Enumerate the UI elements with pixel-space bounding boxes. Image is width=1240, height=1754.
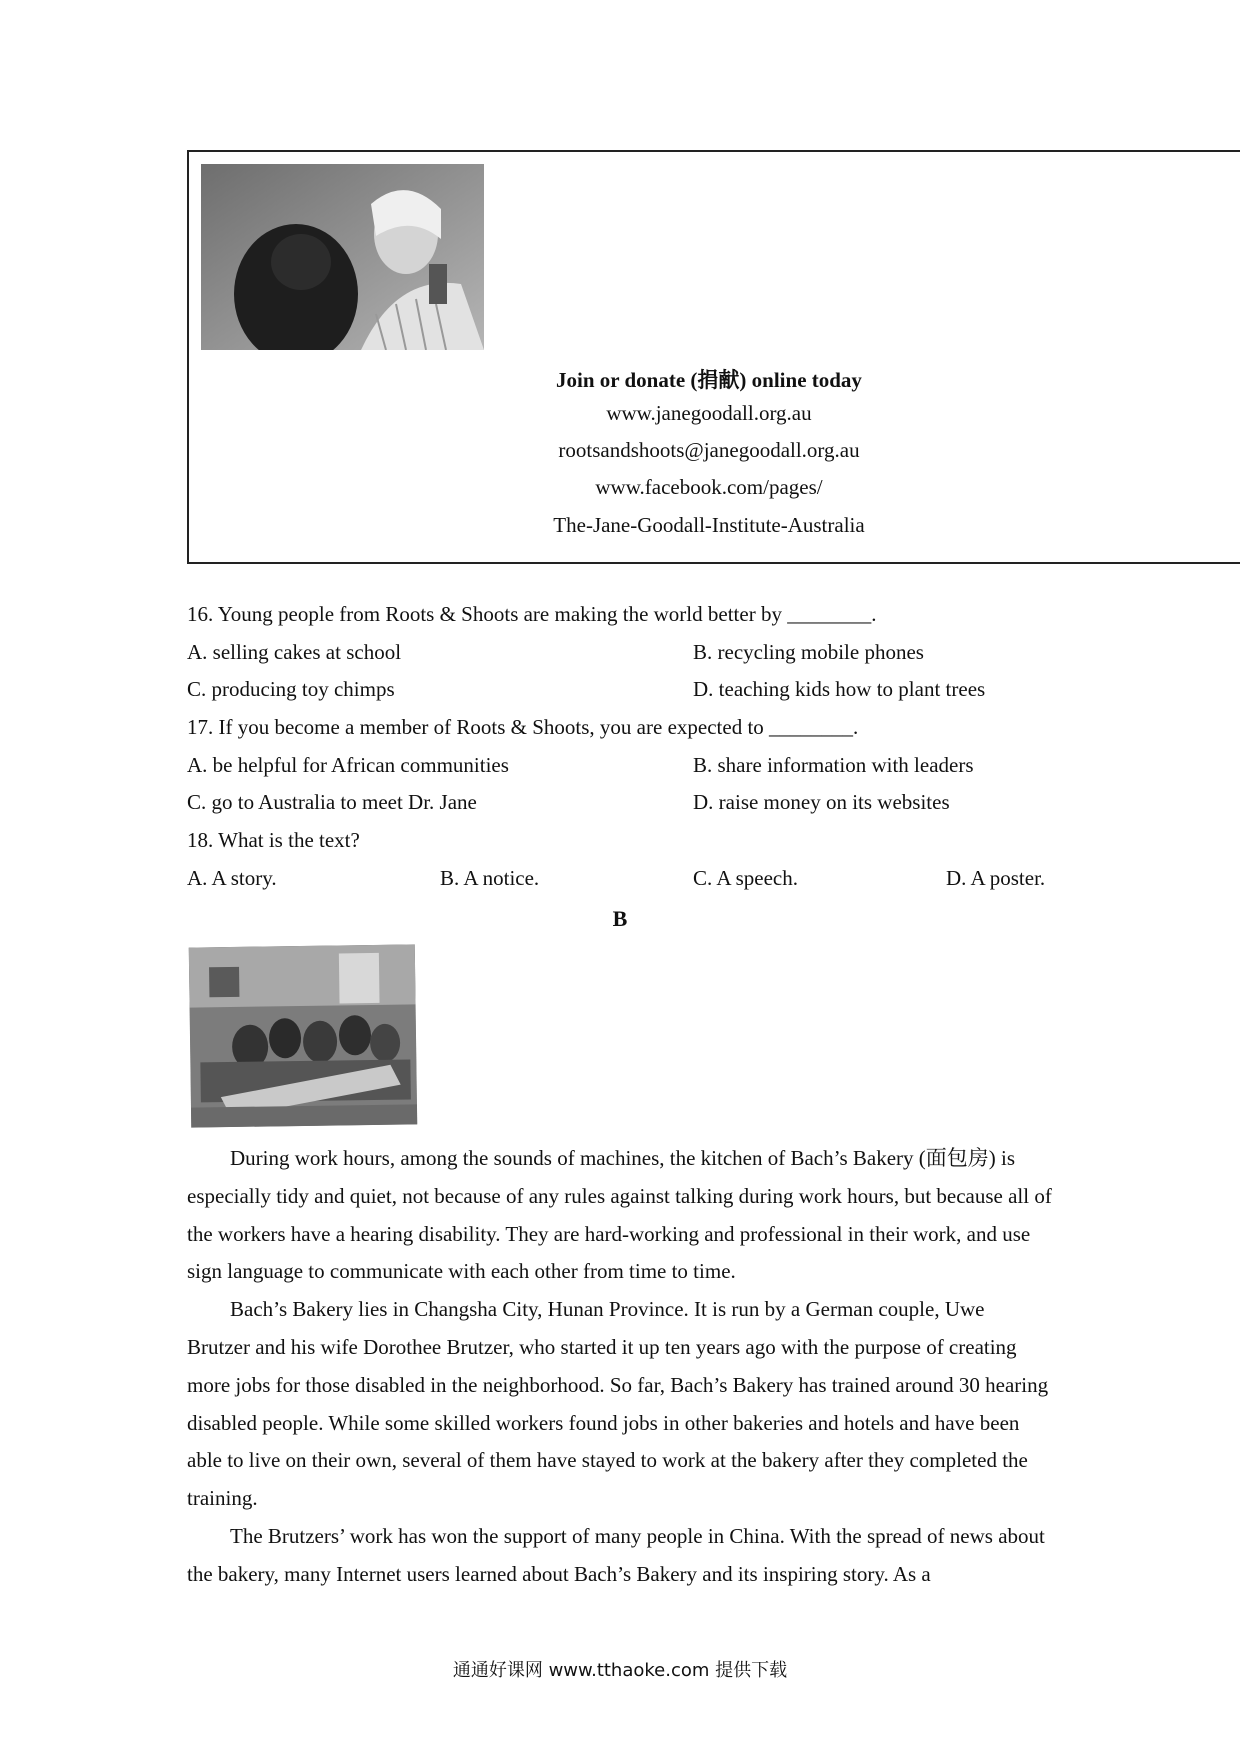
question-17-option-c: C. go to Australia to meet Dr. Jane [187,790,477,814]
question-16-option-d: D. teaching kids how to plant trees [693,677,986,701]
question-18-option-b: B. A notice. [440,866,540,890]
question-17-stem: 17. If you become a member of Roots & Shoots, you are expected to ________. [187,715,859,739]
passage-paragraph-1: During work hours, among the sounds of machines, the kitchen of Bach’s Bakery (面包房) is especially tidy and quiet, not because of any rules against talking during work hours, but because all of the workers have a hearing disability. They are hard-working and professional in their work, and use sign language to communicate with each other from time to time. [187,1146,1052,1284]
facebook-page-name: The-Jane-Goodall-Institute-Australia [553,513,865,537]
website-url: www.janegoodall.org.au [606,401,812,425]
facebook-url: www.facebook.com/pages/ [595,475,823,499]
jane-goodall-chimp-photo [201,164,484,350]
section-b-label: B [612,906,628,931]
question-16-option-a: A. selling cakes at school [187,640,402,664]
contact-box [187,150,1240,564]
question-18-option-d: D. A poster. [946,866,1046,890]
question-18-option-a: A. A story. [187,866,277,890]
contact-email: rootsandshoots@janegoodall.org.au [558,438,860,462]
question-17-option-d: D. raise money on its websites [693,790,950,814]
page-footer: 通通好课网 www.tthaoke.com 提供下载 [452,1660,788,1681]
question-17-option-a: A. be helpful for African communities [187,753,509,777]
question-18-stem: 18. What is the text? [187,828,360,852]
question-16-option-b: B. recycling mobile phones [693,640,924,664]
question-16-stem: 16. Young people from Roots & Shoots are making the world better by ________. [187,602,877,626]
passage [187,1140,1052,1594]
passage-paragraph-2: Bach’s Bakery lies in Changsha City, Hunan Province. It is run by a German couple, Uwe Brutzer and his wife Dorothee Brutzer, who started it up ten years ago with the purpose of creating more jobs for those disabled in the neighborhood. So far, Bach’s Bakery has trained around 30 hearing disabled people. While some skilled workers found jobs in other bakeries and hotels and have been able to live on their own, several of them have stayed to work at the bakery after they completed the training. [187,1297,1049,1511]
passage-paragraph-3: The Brutzers’ work has won the support of many people in China. With the spread of news about the bakery, many Internet users learned about Bach’s Bakery and its inspiring story. As a [187,1523,1045,1586]
question-17-option-b: B. share information with leaders [693,753,974,777]
bakery-workers-photo [189,944,417,1127]
join-donate-heading: Join or donate (捐献) online today [556,368,862,392]
question-16-option-c: C. producing toy chimps [187,677,395,701]
question-18-option-c: C. A speech. [693,866,798,890]
